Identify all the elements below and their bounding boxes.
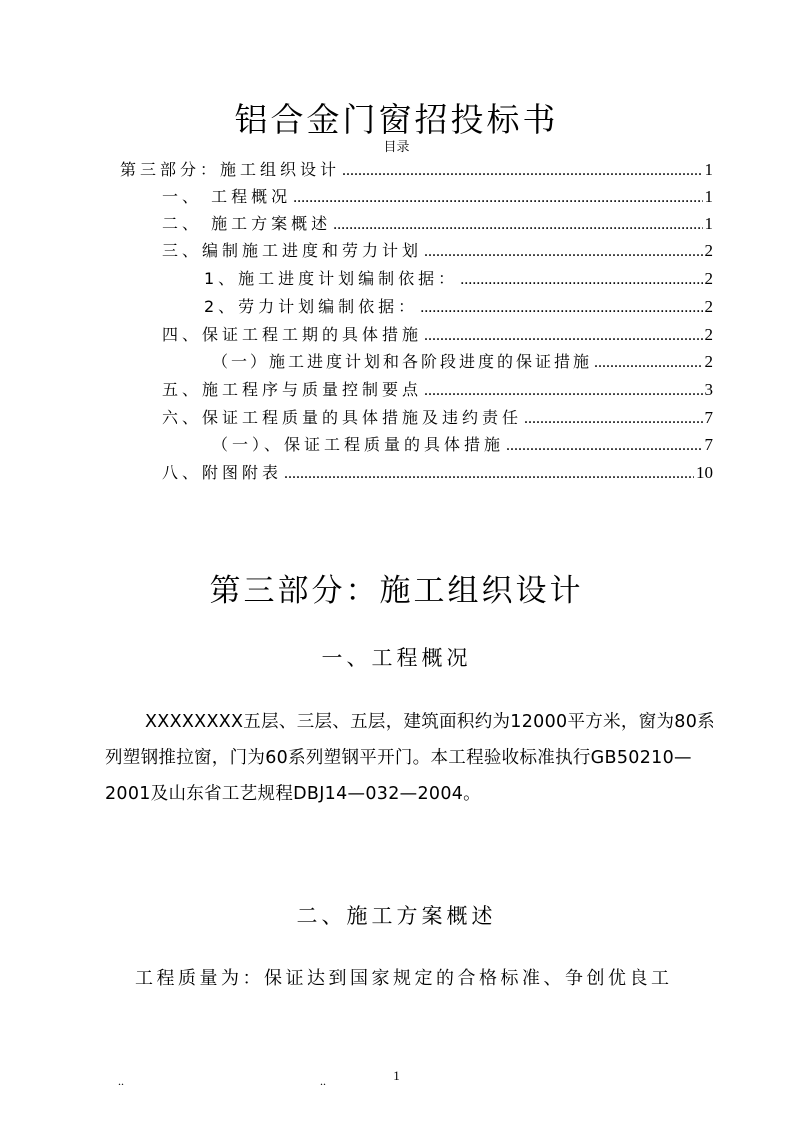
toc-entry-text: 1、施工进度计划编制依据： (204, 269, 459, 288)
toc-entry[interactable] (204, 294, 713, 318)
footer-mark-left: .. (118, 1074, 124, 1088)
toc-entry-text: （一）施工进度计划和各阶段进度的保证措施 (212, 352, 593, 371)
section-paragraph: 工程质量为：保证达到国家规定的合格标准、争创优良工 (135, 968, 673, 989)
toc-entry-page: 1 (704, 160, 713, 179)
toc-leader-dots (342, 162, 702, 180)
toc-entry-page: 7 (704, 408, 713, 427)
toc-entry-page: 1 (704, 214, 713, 233)
toc-entry[interactable] (162, 238, 713, 262)
toc-leader-dots (424, 243, 702, 261)
toc-entry-text: 一、 工程概况 (162, 187, 292, 206)
toc-entry-page: 1 (704, 187, 713, 206)
part-heading: 第三部分：施工组织设计 (209, 573, 584, 609)
toc-entry-page: 10 (696, 463, 713, 482)
toc-leader-dots (293, 189, 702, 207)
toc-entry-text: 第三部分：施工组织设计 (120, 160, 341, 179)
toc-entry[interactable] (162, 377, 713, 401)
toc-entry-text: （一）、保证工程质量的具体措施 (212, 435, 505, 454)
toc-entry-text: 三、编制施工进度和劳力计划 (162, 241, 423, 260)
toc-entry-text: 2、劳力计划编制依据： (204, 297, 419, 316)
toc-entry[interactable] (212, 432, 713, 456)
toc-leader-dots (284, 465, 694, 483)
toc-entry-page: 3 (704, 380, 713, 399)
section-heading: 二、施工方案概述 (296, 904, 497, 928)
toc-entry-text: 二、 施工方案概述 (162, 214, 332, 233)
section-paragraph: XXXXXXXX五层、三层、五层，建筑面积约为12000平方米，窗为80系列塑钢推拉窗，门为60系列塑钢平开门。本工程验收标准执行GB50210—2001及山东省工艺规程DBJ14—032—2004。 (105, 712, 715, 804)
toc-entry[interactable] (204, 266, 713, 290)
toc-entry-text: 六、保证工程质量的具体措施及违约责任 (162, 408, 523, 427)
toc-entry-page: 7 (704, 435, 713, 454)
toc-leader-dots (460, 271, 702, 289)
toc-entry[interactable] (162, 322, 713, 346)
toc-label: 目录 (383, 139, 410, 154)
toc-leader-dots (424, 382, 702, 400)
document-title: 铝合金门窗招投标书 (234, 100, 559, 139)
toc-leader-dots (333, 216, 702, 234)
toc-entry[interactable] (162, 184, 713, 208)
toc-entry-page: 2 (704, 269, 713, 288)
toc-leader-dots (506, 437, 702, 455)
toc-entry[interactable] (120, 157, 713, 181)
toc-entry-page: 2 (704, 325, 713, 344)
toc-entry[interactable] (162, 460, 713, 484)
toc-leader-dots (420, 299, 702, 317)
footer-page-number: 1 (393, 1068, 400, 1083)
toc-entry-text: 八、附图附表 (162, 463, 283, 482)
toc-leader-dots (424, 327, 702, 345)
toc-leader-dots (594, 354, 702, 372)
toc-entry[interactable] (162, 405, 713, 429)
toc-entry[interactable] (162, 211, 713, 235)
toc-entry[interactable] (212, 349, 713, 373)
toc-entry-text: 四、保证工程工期的具体措施 (162, 325, 423, 344)
toc-entry-page: 2 (704, 241, 713, 260)
toc-leader-dots (524, 410, 702, 428)
toc-entry-page: 2 (704, 297, 713, 316)
section-heading: 一、工程概况 (321, 646, 472, 670)
toc-entry-page: 2 (704, 352, 713, 371)
footer-mark-middle: .. (320, 1074, 326, 1088)
toc-entry-text: 五、施工程序与质量控制要点 (162, 380, 423, 399)
